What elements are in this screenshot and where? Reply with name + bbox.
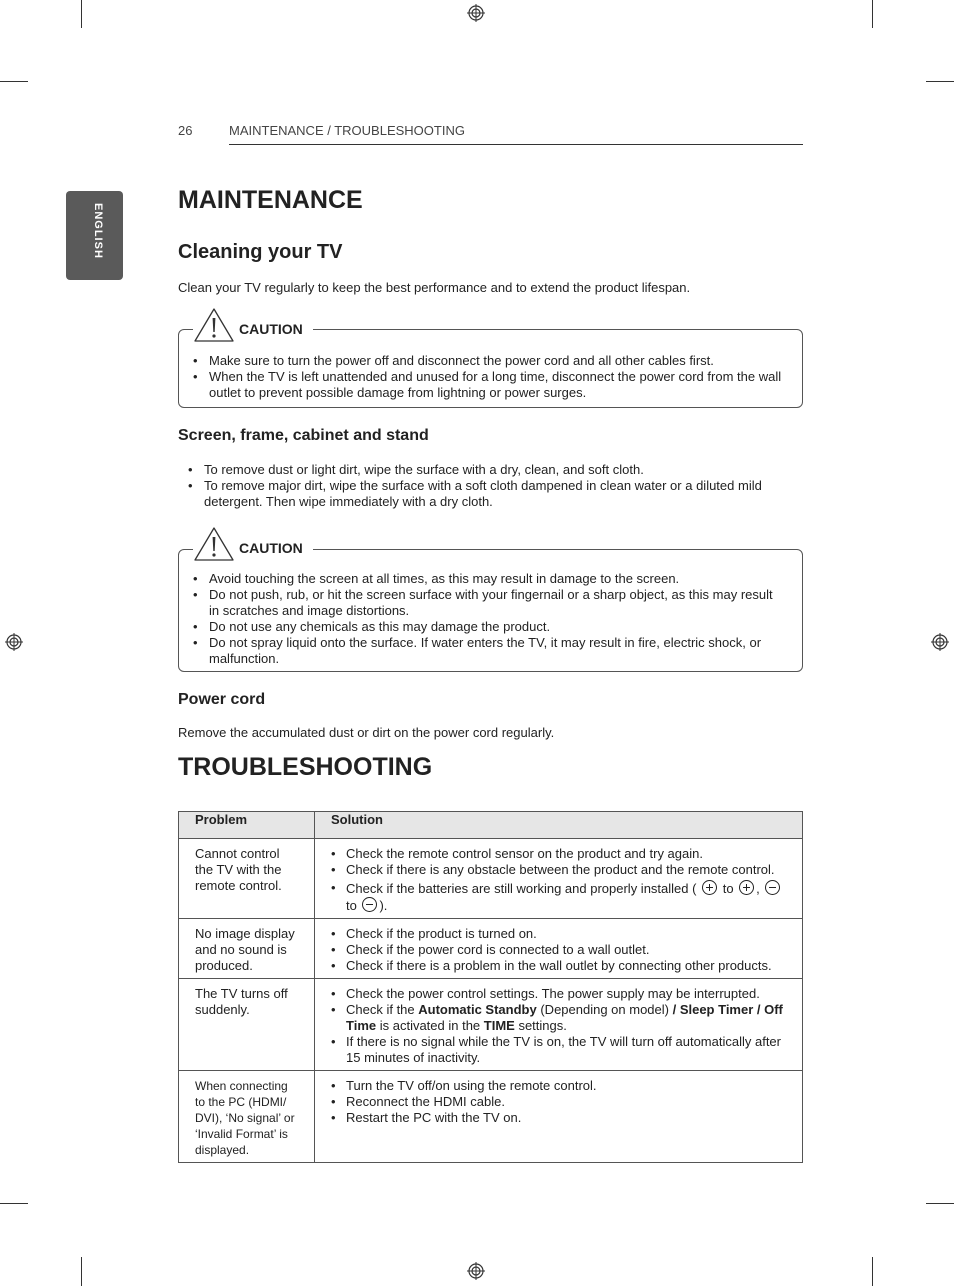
solution-item: • If there is no signal while the TV is on, the TV will turn off automatically after 15 minutes of inactivity. <box>331 1034 786 1066</box>
header-divider <box>229 144 803 145</box>
solution-cell <box>315 979 803 1071</box>
solution-item: • Turn the TV off/on using the remote control. <box>331 1078 786 1094</box>
list-item: • When the TV is left unattended and unused for a long time, disconnect the power cord from the wall outlet to prevent possible damage from lightning or power surges. <box>193 369 783 401</box>
cleaning-heading: Cleaning your TV <box>178 241 343 263</box>
crop-mark <box>926 1203 954 1204</box>
column-header-problem: Problem <box>179 812 315 839</box>
language-tab-label: ENGLISH <box>92 203 104 259</box>
language-tab <box>66 191 123 280</box>
solution-cell <box>315 919 803 979</box>
caution-label: CAUTION <box>239 321 303 337</box>
solution-item: • Check the remote control sensor on the product and try again. <box>331 846 786 862</box>
list-item: • Do not spray liquid onto the surface. If water enters the TV, it may result in fire, electric shock, or malfunction. <box>193 635 785 667</box>
warning-triangle-icon <box>193 307 235 343</box>
registration-mark-icon <box>5 633 23 651</box>
crop-mark <box>872 1257 873 1286</box>
crop-mark <box>872 0 873 28</box>
table-row <box>179 839 803 919</box>
solution-item: • Check if the product is turned on. <box>331 926 786 942</box>
list-item: • To remove dust or light dirt, wipe the surface with a dry, clean, and soft cloth. <box>188 462 788 478</box>
column-header-solution: Solution <box>315 812 803 839</box>
screen-heading: Screen, frame, cabinet and stand <box>178 427 429 444</box>
power-cord-text: Remove the accumulated dust or dirt on the power cord regularly. <box>178 725 555 740</box>
caution-header <box>193 306 313 344</box>
solution-item: • Reconnect the HDMI cable. <box>331 1094 786 1110</box>
list-item: • To remove major dirt, wipe the surface with a soft cloth dampened in clean water or a diluted mild detergent. Then wipe immediately with a dry cloth. <box>188 478 788 510</box>
list-item: • Do not push, rub, or hit the screen surface with your fingernail or a sharp object, as this may result in scratches and image distortions. <box>193 587 785 619</box>
caution-header <box>193 525 313 563</box>
problem-cell: No image display and no sound is produced. <box>179 919 315 979</box>
caution-label: CAUTION <box>239 540 303 556</box>
crop-mark <box>0 1203 28 1204</box>
warning-triangle-icon <box>193 526 235 562</box>
power-cord-heading: Power cord <box>178 691 266 708</box>
battery-plus-icon <box>739 880 754 895</box>
cleaning-intro: Clean your TV regularly to keep the best performance and to extend the product lifespan. <box>178 280 691 295</box>
troubleshooting-table <box>178 811 803 1163</box>
list-item: • Make sure to turn the power off and disconnect the power cord and all other cables first. <box>193 353 783 369</box>
solution-item: • Check if there is a problem in the wall outlet by connecting other products. <box>331 958 786 974</box>
solution-cell <box>315 839 803 919</box>
solution-item: • Restart the PC with the TV on. <box>331 1110 786 1126</box>
screen-list <box>188 462 788 510</box>
table-row <box>179 919 803 979</box>
battery-plus-icon <box>702 880 717 895</box>
solution-item: • Check if the power cord is connected to a wall outlet. <box>331 942 786 958</box>
registration-mark-icon <box>467 1262 485 1280</box>
running-header: MAINTENANCE / TROUBLESHOOTING <box>229 123 465 138</box>
troubleshooting-heading: TROUBLESHOOTING <box>178 753 433 781</box>
solution-item: • Check if the Automatic Standby (Depending on model) / Sleep Timer / Off Time is activated in the TIME settings. <box>331 1002 786 1034</box>
solution-item: • Check the power control settings. The power supply may be interrupted. <box>331 986 786 1002</box>
caution-list <box>193 353 783 401</box>
battery-minus-icon <box>765 880 780 895</box>
registration-mark-icon <box>467 4 485 22</box>
table-header-row <box>179 812 803 839</box>
table-row <box>179 1071 803 1163</box>
solution-item: • Check if the batteries are still working and properly installed ( to , to ). <box>331 880 786 914</box>
list-item: • Avoid touching the screen at all times, as this may result in damage to the screen. <box>193 571 785 587</box>
page-number: 26 <box>178 123 193 138</box>
maintenance-heading: MAINTENANCE <box>178 186 363 214</box>
registration-mark-icon <box>931 633 949 651</box>
caution-list <box>193 571 785 667</box>
table-row <box>179 979 803 1071</box>
crop-mark <box>0 81 28 82</box>
crop-mark <box>926 81 954 82</box>
problem-cell: Cannot control the TV with the remote control. <box>179 839 315 919</box>
crop-mark <box>81 1257 82 1286</box>
battery-minus-icon <box>362 897 377 912</box>
solution-cell <box>315 1071 803 1163</box>
solution-item: • Check if there is any obstacle between the product and the remote control. <box>331 862 786 878</box>
crop-mark <box>81 0 82 28</box>
problem-cell: When connecting to the PC (HDMI/ DVI), ‘No signal’ or ‘Invalid Format’ is displayed. <box>179 1071 315 1163</box>
list-item: • Do not use any chemicals as this may damage the product. <box>193 619 785 635</box>
problem-cell: The TV turns off suddenly. <box>179 979 315 1071</box>
